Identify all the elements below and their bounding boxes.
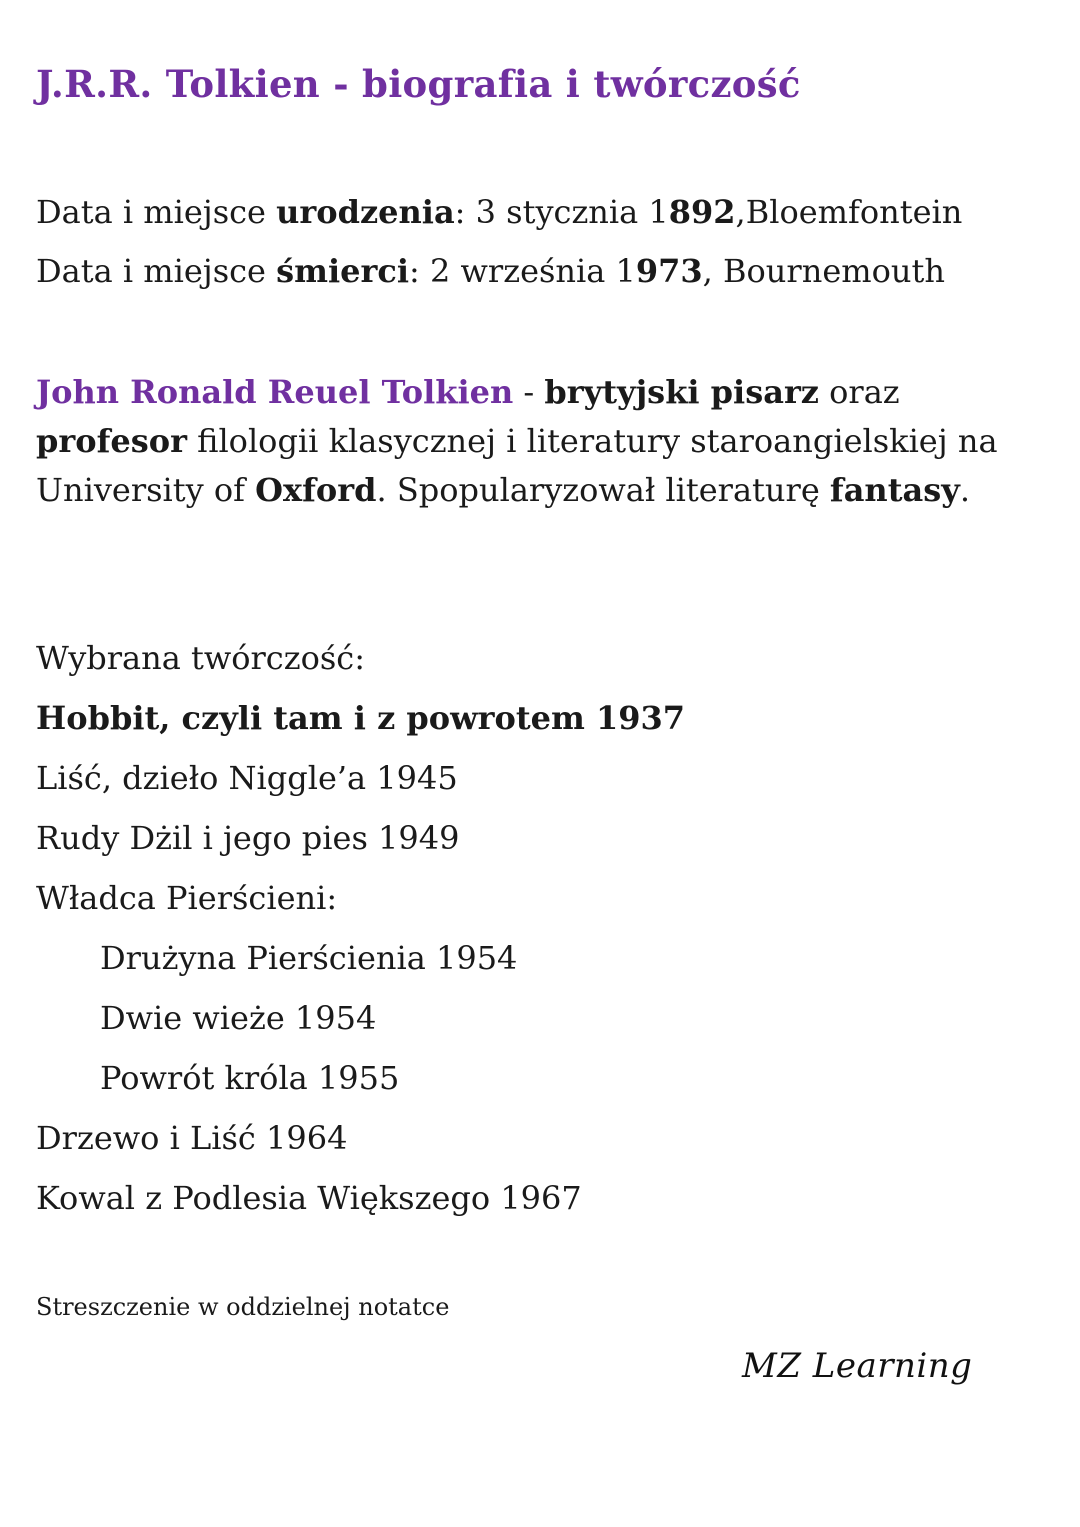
birth-place: ,Bloemfontein (735, 193, 963, 231)
bio-oraz: oraz (818, 373, 900, 411)
work-item: Rudy Dżil i jego pies 1949 (36, 819, 460, 857)
death-line (36, 249, 945, 293)
birth-prefix: Data i miejsce (36, 193, 277, 231)
page-title: J.R.R. Tolkien - biografia i twórczość (36, 62, 801, 106)
death-date: : 2 września 1 (409, 252, 636, 290)
work-item: Kowal z Podlesia Większego 1967 (36, 1179, 582, 1217)
birth-year: 892 (668, 193, 736, 231)
lotr-volume: Dwie wieże 1954 (100, 999, 377, 1037)
death-prefix: Data i miejsce (36, 252, 277, 290)
bio-fantasy: fantasy (829, 471, 960, 509)
bio-professor: profesor (36, 422, 187, 460)
birth-date: : 3 stycznia 1 (454, 193, 669, 231)
author-name: John Ronald Reuel Tolkien (36, 373, 514, 411)
work-item: Liść, dzieło Niggle’a 1945 (36, 759, 458, 797)
bio-popularized: . Spopularyzował literaturę (376, 471, 830, 509)
bio-writer: brytyjski pisarz (544, 373, 819, 411)
work-item: Drzewo i Liść 1964 (36, 1119, 348, 1157)
bio-paragraph (36, 368, 1046, 515)
birth-line (36, 190, 962, 234)
summary-note: Streszczenie w oddzielnej notatce (36, 1293, 450, 1321)
lotr-volume: Powrót króla 1955 (100, 1059, 400, 1097)
signature: MZ Learning (742, 1346, 973, 1386)
work-hobbit: Hobbit, czyli tam i z powrotem 1937 (36, 699, 686, 737)
death-keyword: śmierci (276, 252, 410, 290)
birth-keyword: urodzenia (276, 193, 455, 231)
works-heading: Wybrana twórczość: (36, 639, 365, 677)
work-item-lotr: Władca Pierścieni: (36, 879, 338, 917)
death-year: 973 (635, 252, 703, 290)
bio-philology: filologii klasycznej i literatury staroangielskiej na University of (36, 422, 998, 509)
bio-oxford: Oxford (255, 471, 377, 509)
lotr-volume: Drużyna Pierścienia 1954 (100, 939, 518, 977)
death-place: , Bournemouth (702, 252, 945, 290)
bio-dash: - (513, 373, 545, 411)
bio-period: . (959, 471, 970, 509)
